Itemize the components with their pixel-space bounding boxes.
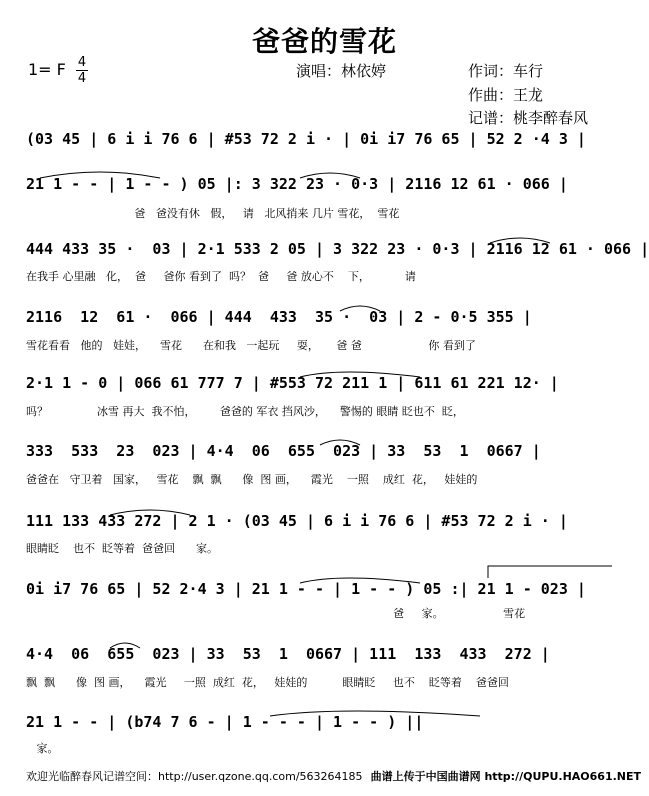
slur-arc bbox=[320, 440, 360, 445]
footer-watermark: 曲谱上传于中国曲谱网 http://QUPU.HAO661.NET bbox=[370, 770, 641, 783]
notation-row-10: 21 1 - - | (b74 7 6 - | 1 - - - | 1 - - ) || bbox=[26, 713, 424, 731]
notation-row-7: 111 133 433 272 | 2 1 · (03 45 | 6 i i 76 6 | #53 72 2 i · | bbox=[26, 512, 568, 530]
volta-bracket bbox=[488, 566, 612, 578]
notation-row-8: 0i i7 76 65 | 52 2·4 3 | 21 1 - - | 1 - - ) 05 :| 21 1 - 023 | bbox=[26, 580, 586, 598]
composer-credit: 作曲：王龙 bbox=[468, 86, 544, 104]
lyrics-row-5: 吗？ 冰雪 再大 我不怕， 爸爸的 军衣 挡风沙， 警惕的 眼睛 眨也不 眨， bbox=[26, 405, 464, 418]
singer-credit: 演唱：林依婷 bbox=[296, 62, 387, 80]
lyricist-credit: 作词：车行 bbox=[468, 62, 544, 80]
time-signature-top: 4 bbox=[77, 55, 87, 70]
notation-row-4: 2116 12 61 · 066 | 444 433 35 · 03 | 2 - 0·5 355 | bbox=[26, 308, 532, 326]
slur-arc bbox=[270, 711, 480, 716]
song-title: 爸爸的雪花 bbox=[251, 25, 397, 58]
notation-row-9: 4·4 06 655 023 | 33 53 1 0667 | 111 133 433 272 | bbox=[26, 645, 550, 663]
lyrics-row-10: 家。 bbox=[26, 742, 59, 755]
lyrics-row-8: 爸 家。 雪花 bbox=[26, 607, 526, 620]
lyrics-row-9: 飘 飘 像 图 画， 霞光 一照 成红 花， 娃娃的 眼睛眨 也不 眨等着 爸爸回 bbox=[26, 676, 509, 689]
slur-arc bbox=[40, 172, 160, 178]
lyrics-row-6: 爸爸在 守卫着 国家， 雪花 飘 飘 像 图 画， 霞光 一照 成红 花， 娃娃的 bbox=[26, 473, 478, 486]
time-signature-bottom: 4 bbox=[77, 71, 87, 86]
notation-row-5: 2·1 1 - 0 | 066 61 777 7 | #553 72 211 1 | 611 61 221 12· | bbox=[26, 374, 559, 392]
lyrics-row-7: 眼睛眨 也不 眨等着 爸爸回 家。 bbox=[26, 542, 218, 555]
slur-arc bbox=[300, 578, 420, 583]
lyrics-row-3: 在我手 心里融 化， 爸 爸你 看到了 吗？ 爸 爸 放心不 下， 请 bbox=[26, 270, 416, 283]
notation-row-3: 444 433 35 · 03 | 2·1 533 2 05 | 3 322 23 · 0·3 | 2116 12 61 · 066 | bbox=[26, 240, 649, 258]
slur-arc bbox=[340, 306, 380, 311]
slur-arc bbox=[300, 372, 420, 377]
lyrics-row-4: 雪花看看 他的 娃娃， 雪花 在和我 一起玩 耍， 爸 爸 你 看到了 bbox=[26, 339, 476, 352]
slur-arc bbox=[300, 173, 360, 178]
slur-arc bbox=[490, 238, 550, 243]
slur-arc bbox=[110, 510, 190, 515]
notation-row-1: (03 45 | 6 i i 76 6 | #53 72 2 i · | 0i i7 76 65 | 52 2 ·4 3 | bbox=[26, 130, 586, 148]
transcriber-credit: 记谱：桃李醉春风 bbox=[468, 109, 589, 127]
notation-row-2: 21 1 - - | 1 - - ) 05 |: 3 322 23 · 0·3 | 2116 12 61 · 066 | bbox=[26, 175, 568, 193]
lyrics-row-2: 爸 爸没有休 假， 请 北风捎来 几片 雪花， 雪花 bbox=[26, 207, 400, 220]
slur-arc bbox=[110, 643, 140, 648]
notation-row-6: 333 533 23 023 | 4·4 06 655 023 | 33 53 1 0667 | bbox=[26, 442, 541, 460]
footer-credit: 欢迎光临醉春风记谱空间：http://user.qzone.qq.com/563264185 bbox=[26, 770, 363, 783]
key-signature: 1= F bbox=[28, 60, 66, 79]
